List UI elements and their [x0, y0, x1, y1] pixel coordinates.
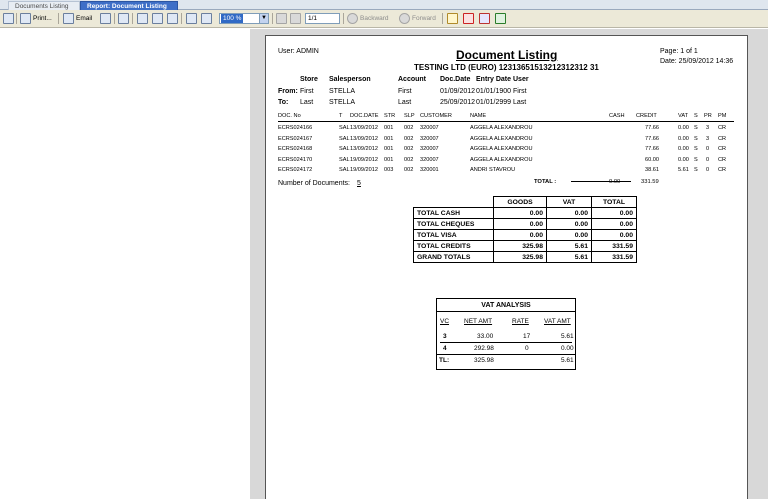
row-name: ANDRI STAVROU: [470, 167, 516, 173]
summary-vat: 0.00: [547, 219, 592, 230]
backward-button[interactable]: [347, 12, 389, 25]
document-icon: [479, 13, 490, 24]
vat-row-rate: 17: [523, 333, 531, 340]
column-header-pm: PM: [718, 113, 727, 119]
email-label: Email: [76, 15, 93, 22]
back-arrow-icon: [347, 13, 358, 24]
summary-total: 0.00: [592, 230, 637, 241]
vat-row-vc: 3: [443, 333, 447, 340]
report-user: User: ADMIN: [278, 48, 319, 55]
summary-vat: 0.00: [547, 230, 592, 241]
filter-to-user: Last: [513, 99, 527, 106]
vat-row-vat: 0.00: [561, 345, 574, 352]
row-pm: CR: [718, 135, 727, 142]
row-salesperson: 002: [404, 167, 414, 173]
summary-label: GRAND TOTALS: [414, 252, 494, 263]
copy-button[interactable]: [100, 12, 113, 25]
row-s: S: [694, 167, 698, 173]
summary-total: 331.59: [592, 241, 637, 252]
vat-row-divider: [440, 342, 572, 343]
tab-report-document-listing[interactable]: Report: Document Listing: [80, 1, 178, 10]
row-type: SAL: [339, 125, 350, 131]
column-header-name: NAME: [470, 113, 487, 119]
vat-analysis-title: VAT ANALYSIS: [437, 299, 575, 312]
row-doc-date: 13/09/2012: [350, 146, 378, 152]
export-excel-button[interactable]: [495, 12, 508, 25]
open-button[interactable]: [447, 12, 460, 25]
toolbar-separator: [181, 13, 182, 24]
export-doc-button[interactable]: [479, 12, 492, 25]
row-doc-no: ECRS024166: [278, 125, 313, 131]
row-store: 001: [384, 146, 394, 152]
previous-page-icon: [290, 13, 301, 24]
print-button[interactable]: [20, 12, 52, 25]
zoom-out-icon: [201, 13, 212, 24]
toolbar-separator: [442, 13, 443, 24]
row-vat: 0.00: [678, 146, 689, 152]
chevron-down-icon[interactable]: ▼: [259, 14, 268, 23]
row-credit: 77.66: [645, 135, 659, 142]
filter-to-label: To:: [278, 99, 289, 106]
report-toolbar: [0, 10, 768, 28]
column-header-s: S: [694, 113, 698, 119]
filter-to-entrydate: 01/01/2999: [476, 99, 512, 106]
toolbar-separator: [343, 13, 344, 24]
summary-row: [414, 219, 637, 230]
filter-header-user: User: [513, 76, 529, 83]
row-doc-no: ECRS024167: [278, 135, 313, 142]
page-setup-icon: [167, 13, 178, 24]
row-vat: 0.00: [678, 135, 689, 142]
filter-from-entrydate: 01/01/1900: [476, 88, 512, 95]
row-doc-date: 13/09/2012: [350, 135, 378, 142]
first-page-icon: [276, 13, 287, 24]
row-credit: 77.66: [645, 125, 659, 131]
summary-row: [414, 252, 637, 263]
summary-corner: [414, 197, 494, 208]
filter-header-salesperson: Salesperson: [329, 76, 371, 83]
row-salesperson: 002: [404, 156, 414, 163]
summary-goods: 0.00: [494, 208, 547, 219]
column-header-customer: CUSTOMER: [420, 113, 452, 119]
column-header-type: T: [339, 113, 343, 119]
filter-header-docdate: Doc.Date: [440, 76, 471, 83]
row-doc-no: ECRS024172: [278, 167, 313, 173]
vat-total-label: TL:: [439, 357, 450, 364]
vat-header-vat-amt: VAT AMT: [544, 318, 571, 325]
row-customer: 320007: [420, 135, 439, 142]
export-pdf-button[interactable]: [463, 12, 476, 25]
row-pr: 0: [706, 167, 710, 173]
single-page-icon: [137, 13, 148, 24]
summary-total: 0.00: [592, 208, 637, 219]
filter-to-store: Last: [300, 99, 314, 106]
vat-total-divider: [437, 354, 575, 355]
row-name: AGGELA ALEXANDROU: [470, 146, 533, 152]
num-documents-label: Number of Documents:: [278, 180, 350, 187]
row-doc-no: ECRS024170: [278, 156, 313, 163]
row-s: S: [694, 125, 698, 131]
report-company: TESTING LTD (EURO) 12313651513212312312 31: [414, 63, 599, 72]
row-store: 001: [384, 135, 394, 142]
vat-header-net-amt: NET AMT: [464, 318, 493, 325]
multi-page-button[interactable]: [152, 12, 165, 25]
row-doc-no: ECRS024168: [278, 146, 313, 152]
summary-row: [414, 208, 637, 219]
vat-analysis-box: [436, 298, 576, 370]
report-date: Date: 25/09/2012 14:36: [660, 58, 734, 65]
row-pm: CR: [718, 156, 727, 163]
vat-total-net: 325.98: [474, 357, 494, 364]
multi-page-icon: [152, 13, 163, 24]
zoom-in-button[interactable]: [186, 12, 199, 25]
summary-header-goods: GOODS: [494, 197, 547, 208]
tab-strip: [0, 0, 768, 10]
row-s: S: [694, 135, 698, 142]
row-pr: 0: [706, 146, 710, 152]
page-setup-button[interactable]: [167, 12, 180, 25]
toolbar-separator: [16, 13, 17, 24]
summary-total: 0.00: [592, 219, 637, 230]
backward-label: Backward: [360, 15, 389, 22]
row-pm: CR: [718, 146, 727, 152]
filter-header-entrydate: Entry Date: [476, 76, 512, 83]
vat-header-rate: RATE: [512, 318, 529, 325]
column-header-doc-date: DOC.DATE: [350, 113, 379, 119]
email-button[interactable]: [63, 12, 92, 25]
row-doc-date: 19/09/2012: [350, 156, 378, 163]
summary-goods: 325.98: [494, 252, 547, 263]
report-page-number: Page: 1 of 1: [660, 48, 698, 55]
toolbar-separator: [114, 13, 115, 24]
summary-header-total: TOTAL: [592, 197, 637, 208]
filter-header-account: Account: [398, 76, 426, 83]
printer-icon: [20, 13, 31, 24]
vat-row-rate: 0: [525, 345, 529, 352]
find-button[interactable]: [118, 12, 131, 25]
total-divider: [571, 181, 631, 182]
summary-goods: 0.00: [494, 219, 547, 230]
zoom-select[interactable]: [219, 13, 269, 24]
first-page-button[interactable]: [276, 12, 289, 25]
export-icon: [3, 13, 14, 24]
total-cash: 0.00: [609, 179, 621, 185]
row-vat: 0.00: [678, 125, 689, 131]
row-pr: 0: [706, 156, 710, 163]
zoom-out-button[interactable]: [201, 12, 214, 25]
vat-row-vc: 4: [443, 345, 447, 352]
filter-to-docdate: 25/09/2012: [440, 99, 476, 106]
toolbar-separator: [58, 13, 59, 24]
row-pr: 3: [706, 135, 710, 142]
tab-documents-listing[interactable]: Documents Listing: [8, 1, 80, 10]
filter-from-user: First: [513, 88, 527, 95]
summary-label: TOTAL CASH: [414, 208, 494, 219]
excel-icon: [495, 13, 506, 24]
column-header-store: STR: [384, 113, 396, 119]
row-credit: 38.61: [645, 167, 659, 173]
row-store: 003: [384, 167, 394, 173]
summary-label: TOTAL VISA: [414, 230, 494, 241]
summary-label: TOTAL CHEQUES: [414, 219, 494, 230]
total-label: TOTAL :: [534, 179, 557, 185]
column-header-credit: CREDIT: [636, 113, 657, 119]
row-type: SAL: [339, 146, 350, 152]
row-credit: 77.66: [645, 146, 659, 152]
row-customer: 320007: [420, 146, 439, 152]
vat-row-vat: 5.61: [561, 333, 574, 340]
row-vat: 5.61: [678, 167, 689, 173]
copy-icon: [100, 13, 111, 24]
vat-total-vat: 5.61: [561, 357, 574, 364]
column-header-vat: VAT: [678, 113, 689, 119]
filter-header-store: Store: [300, 76, 318, 83]
row-type: SAL: [339, 156, 350, 163]
filter-from-salesperson: STELLA: [329, 88, 356, 95]
column-header-pr: PR: [704, 113, 712, 119]
forward-label: Forward: [412, 15, 436, 22]
email-icon: [63, 13, 74, 24]
row-doc-date: 19/09/2012: [350, 167, 378, 173]
row-salesperson: 002: [404, 146, 414, 152]
row-salesperson: 002: [404, 135, 414, 142]
row-customer: 320007: [420, 125, 439, 131]
row-store: 001: [384, 156, 394, 163]
previous-page-button[interactable]: [290, 12, 303, 25]
row-vat: 0.00: [678, 156, 689, 163]
forward-arrow-icon: [399, 13, 410, 24]
summary-total: 331.59: [592, 252, 637, 263]
total-credit: 331.59: [641, 179, 659, 185]
num-documents-value: 5: [357, 180, 361, 187]
column-header-doc-no: DOC. No: [278, 113, 301, 119]
summary-vat: 5.61: [547, 252, 592, 263]
row-s: S: [694, 156, 698, 163]
row-pm: CR: [718, 167, 727, 173]
filter-to-salesperson: STELLA: [329, 99, 356, 106]
row-name: AGGELA ALEXANDROU: [470, 156, 533, 163]
filter-from-account: First: [398, 88, 412, 95]
zoom-value: 100 %: [223, 15, 242, 22]
row-salesperson: 002: [404, 125, 414, 131]
row-pm: CR: [718, 125, 727, 131]
row-s: S: [694, 146, 698, 152]
header-divider: [278, 121, 734, 122]
summary-goods: 325.98: [494, 241, 547, 252]
vat-row-net: 292.98: [474, 345, 494, 352]
page-number-input[interactable]: 1/1: [305, 13, 340, 24]
totals-summary-table: [413, 196, 637, 263]
row-customer: 320007: [420, 156, 439, 163]
vat-header-vc: VC: [440, 318, 450, 325]
open-folder-icon: [447, 13, 458, 24]
forward-button[interactable]: [399, 12, 436, 25]
row-name: AGGELA ALEXANDROU: [470, 135, 533, 142]
summary-vat: 5.61: [547, 241, 592, 252]
filter-to-account: Last: [398, 99, 412, 106]
zoom-in-icon: [186, 13, 197, 24]
export-button[interactable]: [3, 12, 16, 25]
filter-from-label: From:: [278, 88, 298, 95]
report-title: Document Listing: [456, 48, 558, 62]
binoculars-icon: [118, 13, 129, 24]
column-header-cash: CASH: [609, 113, 625, 119]
toolbar-separator: [132, 13, 133, 24]
summary-vat: 0.00: [547, 208, 592, 219]
row-doc-date: 13/09/2012: [350, 125, 378, 131]
vat-row-net: 33.00: [477, 333, 494, 340]
filter-from-store: First: [300, 88, 314, 95]
row-type: SAL: [339, 135, 350, 142]
summary-goods: 0.00: [494, 230, 547, 241]
row-credit: 60.00: [645, 156, 659, 163]
filter-from-docdate: 01/09/2012: [440, 88, 476, 95]
row-type: SAL: [339, 167, 350, 173]
summary-row: [414, 230, 637, 241]
row-store: 001: [384, 125, 394, 131]
summary-header-vat: VAT: [547, 197, 592, 208]
print-label: Print...: [33, 15, 52, 22]
summary-row: [414, 241, 637, 252]
column-header-salesperson: SLP: [404, 113, 415, 119]
toolbar-separator: [272, 13, 273, 24]
row-pr: 3: [706, 125, 710, 131]
row-name: AGGELA ALEXANDROU: [470, 125, 533, 131]
pdf-icon: [463, 13, 474, 24]
row-customer: 320001: [420, 167, 439, 173]
report-page: [265, 35, 748, 499]
single-page-button[interactable]: [137, 12, 150, 25]
summary-label: TOTAL CREDITS: [414, 241, 494, 252]
